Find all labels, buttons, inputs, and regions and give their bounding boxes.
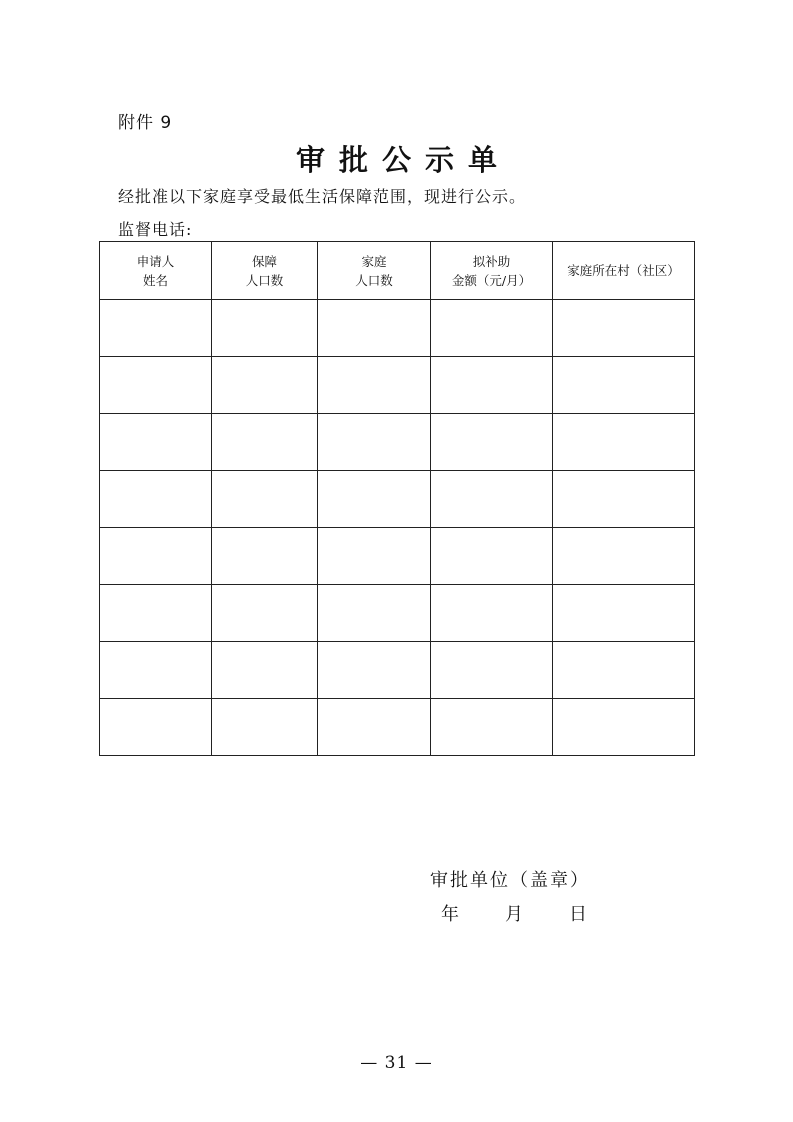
table-cell [100, 585, 212, 642]
table-cell [212, 414, 318, 471]
table-cell [212, 585, 318, 642]
supervision-phone-label: 监督电话: [118, 220, 193, 239]
table-cell [431, 471, 553, 528]
page-title: 审批公示单 [295, 143, 511, 177]
attachment-label: 附件 9 [118, 113, 173, 133]
header-line: 人口数 [355, 272, 393, 288]
table-cell [553, 528, 695, 585]
table-cell [431, 585, 553, 642]
table-header-row [100, 242, 695, 300]
table-cell [318, 357, 431, 414]
table-cell [212, 357, 318, 414]
table-cell [553, 414, 695, 471]
table-cell [100, 642, 212, 699]
table-cell [100, 699, 212, 756]
table-cell [553, 300, 695, 357]
approval-table [99, 241, 695, 756]
table-cell [553, 585, 695, 642]
intro-text: 经批准以下家庭享受最低生活保障范围，现进行公示。 [118, 187, 527, 206]
table-cell [212, 300, 318, 357]
table-cell [318, 585, 431, 642]
table-row [100, 642, 695, 699]
header-village-community [553, 242, 695, 300]
table-cell [431, 699, 553, 756]
header-applicant-name [100, 242, 212, 300]
table-cell [431, 357, 553, 414]
header-household-size [318, 242, 431, 300]
table-row [100, 585, 695, 642]
header-covered-persons [212, 242, 318, 300]
table-cell [431, 414, 553, 471]
table-cell [553, 471, 695, 528]
table-cell [318, 642, 431, 699]
table-body [100, 300, 695, 756]
header-line: 家庭所在村（社区） [567, 263, 680, 278]
table-cell [212, 699, 318, 756]
table-cell [318, 471, 431, 528]
date-year-label: 年 [441, 904, 459, 925]
table-row [100, 471, 695, 528]
header-line: 人口数 [245, 272, 284, 288]
header-line: 家庭 [361, 253, 387, 269]
table-cell [100, 471, 212, 528]
table-cell [318, 300, 431, 357]
header-line: 拟补助 [472, 253, 511, 269]
table-row [100, 357, 695, 414]
table-cell [318, 699, 431, 756]
table-cell [212, 528, 318, 585]
table-row [100, 414, 695, 471]
table-cell [100, 300, 212, 357]
table-row [100, 699, 695, 756]
header-line: 保障 [251, 253, 277, 269]
table-cell [100, 528, 212, 585]
table-cell [100, 414, 212, 471]
table-row [100, 300, 695, 357]
table-cell [553, 699, 695, 756]
table-cell [212, 471, 318, 528]
date-month-label: 月 [505, 904, 523, 925]
page-number: — 31 — [360, 1053, 433, 1073]
date-day-label: 日 [569, 904, 587, 925]
table-row [100, 528, 695, 585]
header-subsidy-amount [431, 242, 553, 300]
approving-unit-seal: 审批单位（盖章） [430, 870, 590, 891]
table-cell [431, 642, 553, 699]
table-cell [318, 528, 431, 585]
table-cell [318, 414, 431, 471]
table-cell [212, 642, 318, 699]
table-cell [553, 357, 695, 414]
table-cell [553, 642, 695, 699]
table-cell [431, 528, 553, 585]
table-cell [100, 357, 212, 414]
table-cell [431, 300, 553, 357]
header-line: 金额（元/月） [451, 272, 532, 288]
header-line: 姓名 [142, 272, 168, 288]
header-line: 申请人 [136, 253, 175, 269]
